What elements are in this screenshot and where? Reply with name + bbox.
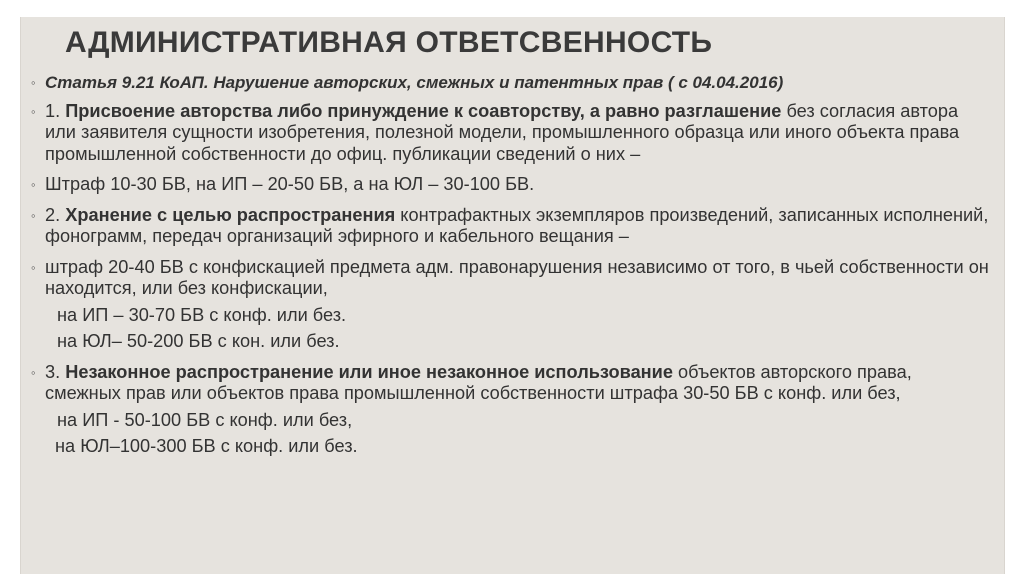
- slide-title: АДМИНИСТРАТИВНАЯ ОТВЕТСВЕННОСТЬ: [65, 26, 713, 59]
- sub-line-ul: на ЮЛ– 50-200 БВ с кон. или без.: [57, 331, 340, 351]
- bullet-icon: ◦: [31, 259, 36, 275]
- list-item-2: [31, 205, 991, 248]
- list-item-article: [31, 73, 991, 93]
- item-number: 3.: [45, 361, 66, 382]
- bullet-icon: ◦: [31, 103, 36, 119]
- sub-line-ip: на ИП – 30-70 БВ с конф. или без.: [57, 304, 347, 325]
- slide-body: [31, 73, 991, 467]
- sub-line-ul: на ЮЛ–100-300 БВ с конф. или без.: [55, 436, 358, 456]
- item-text: без согласия автора или заявителя сущности изобретения, полезной модели, промышленного образца или иного объекта права промышленной собственности до офиц. публикации сведений о них –: [45, 100, 960, 164]
- bullet-icon: ◦: [31, 75, 36, 90]
- list-item-fine-1: [31, 174, 991, 196]
- list-item-fine-2: [31, 257, 991, 353]
- item-bold-text: Присвоение авторства либо принуждение к соавторству, а равно разглашение: [65, 100, 782, 121]
- item-bold-text: Хранение с целью распространения: [65, 204, 396, 225]
- sub-line-ip: на ИП - 50-100 БВ с конф. или без,: [57, 409, 353, 430]
- item-text: Штраф 10-30 БВ, на ИП – 20-50 БВ, а на ЮЛ – 30-100 БВ.: [45, 174, 535, 194]
- item-bold-text: Незаконное распространение или иное незаконное использование: [65, 361, 673, 382]
- bullet-icon: ◦: [31, 177, 36, 192]
- item-number: 1.: [45, 100, 66, 121]
- bullet-icon: ◦: [31, 364, 36, 380]
- item-text: штраф 20-40 БВ с конфискацией предмета адм. правонарушения независимо от того, в чьей собственности он находится, или без конфискации,: [45, 256, 989, 298]
- bullet-icon: ◦: [31, 207, 36, 223]
- article-text: Статья 9.21 КоАП. Нарушение авторских, смежных и патентных прав ( с 04.04.2016): [45, 73, 784, 92]
- item-text: контрафактных экземпляров произведений, записанных исполнений, фонограмм, передач организаций эфирного и кабельного вещания –: [45, 204, 989, 246]
- slide: [20, 17, 1005, 574]
- list-item-3: [31, 362, 991, 458]
- item-text: объектов авторского права, смежных прав или объектов права промышленной собственности штрафа 30-50 БВ с конф. или без,: [45, 361, 912, 403]
- list-item-1: [31, 101, 991, 166]
- item-number: 2.: [45, 204, 66, 225]
